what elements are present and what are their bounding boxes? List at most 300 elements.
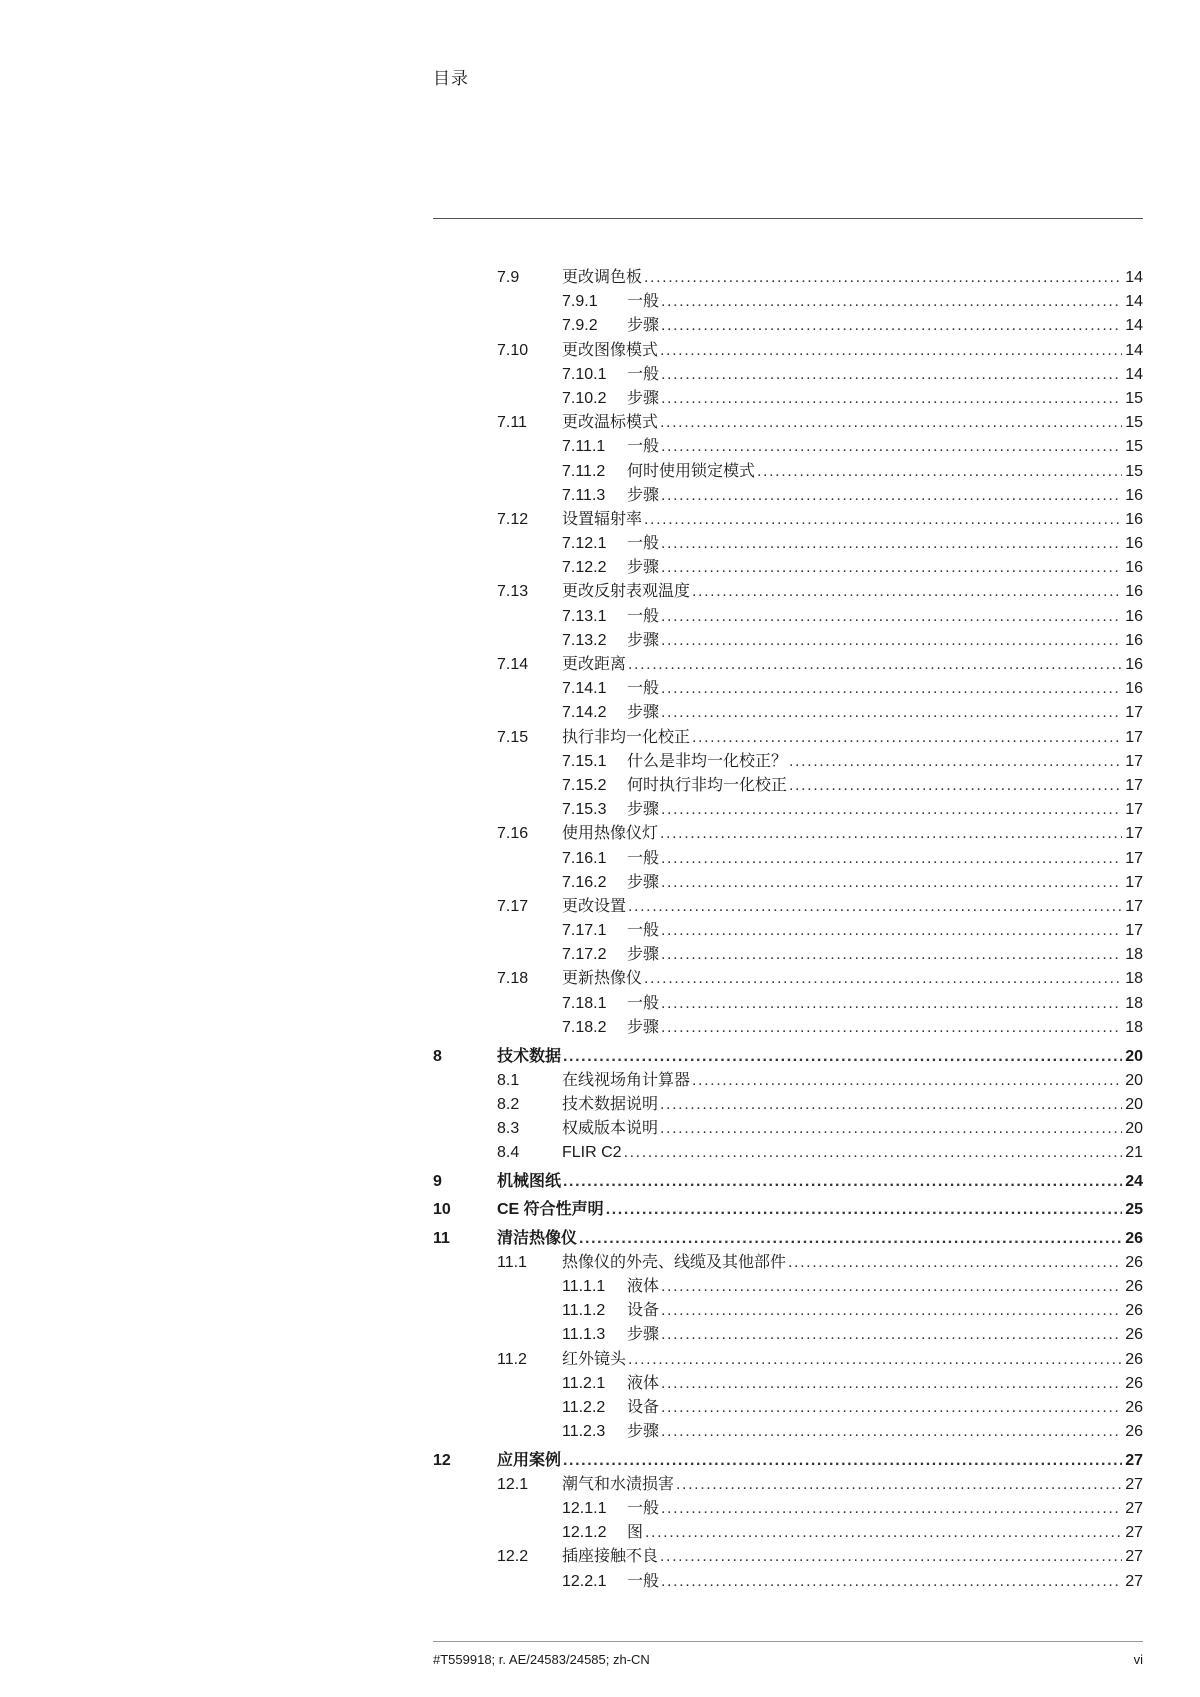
toc-entry-number: 11.2.1 — [562, 1374, 606, 1392]
toc-entry-page: 17 — [1125, 728, 1143, 746]
toc-entry-number: 7.10.1 — [562, 365, 607, 383]
toc-entry-line — [627, 605, 1143, 629]
toc-dot-leader — [661, 629, 1122, 653]
toc-entry-level-1[interactable] — [433, 1045, 1143, 1069]
toc-entry-line — [627, 1570, 1143, 1594]
toc-entry-page: 27 — [1125, 1572, 1143, 1590]
toc-entry-title: 机械图纸 — [497, 1172, 562, 1190]
toc-dot-leader — [661, 1497, 1122, 1521]
toc-entry-number: 7.16.1 — [562, 849, 607, 867]
toc-entry-line — [627, 1396, 1143, 1420]
toc-entry-number: 7.11.2 — [562, 462, 606, 480]
toc-entry-level-3[interactable] — [433, 1275, 1143, 1299]
toc-entry-level-3[interactable] — [433, 1323, 1143, 1347]
toc-entry-number: 11.2.2 — [562, 1398, 606, 1416]
toc-dot-leader — [788, 1251, 1122, 1275]
toc-entry-level-3[interactable] — [433, 774, 1143, 798]
toc-entry-line — [627, 460, 1143, 484]
toc-entry-level-2[interactable] — [433, 822, 1143, 846]
toc-entry-title: 使用热像仪灯 — [562, 825, 659, 843]
toc-entry-level-3[interactable] — [433, 532, 1143, 556]
toc-entry-page: 18 — [1125, 970, 1143, 988]
toc-entry-page: 26 — [1125, 1229, 1143, 1247]
toc-entry-line — [627, 314, 1143, 338]
toc-entry-level-3[interactable] — [433, 847, 1143, 871]
toc-entry-number: 7.9.2 — [562, 317, 598, 335]
toc-entry-number: 7.12.2 — [562, 559, 607, 577]
toc-entry-line — [627, 750, 1143, 774]
toc-dot-leader — [628, 1348, 1122, 1372]
toc-entry-line — [562, 411, 1143, 435]
toc-entry-page: 15 — [1125, 414, 1143, 432]
toc-dot-leader — [624, 1141, 1123, 1165]
toc-entry-level-3[interactable] — [433, 992, 1143, 1016]
toc-entry-line — [562, 508, 1143, 532]
toc-entry-page: 27 — [1125, 1499, 1143, 1517]
toc-entry-number: 7.17.2 — [562, 946, 607, 964]
toc-entry-level-3[interactable] — [433, 750, 1143, 774]
toc-entry-level-3[interactable] — [433, 460, 1143, 484]
toc-entry-page: 26 — [1125, 1350, 1143, 1368]
toc-entry-line — [627, 1299, 1143, 1323]
toc-dot-leader — [661, 943, 1122, 967]
toc-entry-line — [627, 363, 1143, 387]
toc-dot-leader — [692, 726, 1122, 750]
toc-entry-line — [627, 1521, 1143, 1545]
toc-entry-level-3[interactable] — [433, 1570, 1143, 1594]
toc-entry-level-2[interactable] — [433, 653, 1143, 677]
toc-entry-line — [497, 1449, 1143, 1473]
toc-entry-number: 8 — [433, 1047, 442, 1065]
toc-entry-number: 11.2 — [497, 1350, 527, 1368]
toc-entry-level-3[interactable] — [433, 556, 1143, 580]
toc-entry-level-3[interactable] — [433, 435, 1143, 459]
toc-entry-level-3[interactable] — [433, 798, 1143, 822]
toc-entry-level-2[interactable] — [433, 726, 1143, 750]
toc-entry-level-2[interactable] — [433, 1117, 1143, 1141]
toc-dot-leader — [661, 556, 1122, 580]
toc-entry-title: 液体 — [627, 1277, 660, 1295]
toc-dot-leader — [661, 387, 1122, 411]
toc-entry-title: 设备 — [627, 1302, 660, 1320]
toc-entry-number: 7.17.1 — [562, 922, 607, 940]
toc-entry-title: 更改设置 — [562, 897, 627, 915]
toc-entry-page: 27 — [1125, 1475, 1143, 1493]
toc-entry-number: 7.14 — [497, 656, 529, 673]
toc-dot-leader — [661, 1275, 1122, 1299]
toc-entry-level-3[interactable] — [433, 943, 1143, 967]
toc-entry-number: 12 — [433, 1451, 451, 1469]
toc-entry-title: 步骤 — [627, 1018, 660, 1036]
toc-entry-level-3[interactable] — [433, 314, 1143, 338]
toc-dot-leader — [661, 484, 1122, 508]
toc-entry-line — [627, 774, 1143, 798]
toc-entry-line — [562, 1069, 1143, 1093]
toc-entry-line — [562, 1545, 1143, 1569]
toc-entry-title: 步骤 — [627, 1326, 660, 1344]
toc-entry-page: 16 — [1125, 559, 1143, 577]
toc-entry-number: 12.1.2 — [562, 1524, 607, 1542]
toc-entry-number: 7.9 — [497, 269, 520, 286]
toc-entry-title: 图 — [627, 1524, 644, 1542]
toc-entry-number: 11.1.1 — [562, 1277, 606, 1295]
toc-entry-title: 一般 — [627, 1572, 660, 1590]
toc-entry-level-2[interactable] — [433, 1069, 1143, 1093]
toc-dot-leader — [563, 1449, 1122, 1473]
toc-entry-page: 17 — [1125, 752, 1143, 770]
toc-entry-line — [627, 290, 1143, 314]
toc-entry-page: 20 — [1125, 1095, 1143, 1113]
toc-entry-line — [627, 1016, 1143, 1040]
toc-dot-leader — [660, 822, 1122, 846]
toc-entry-line — [627, 701, 1143, 725]
toc-entry-level-3[interactable] — [433, 290, 1143, 314]
toc-entry-page: 17 — [1125, 897, 1143, 915]
toc-entry-number: 7.18 — [497, 970, 529, 988]
toc-entry-line — [627, 387, 1143, 411]
toc-entry-level-2[interactable] — [433, 508, 1143, 532]
toc-entry-page: 16 — [1125, 607, 1143, 625]
toc-entry-title: 步骤 — [627, 873, 660, 891]
toc-entry-line — [627, 943, 1143, 967]
toc-entry-line — [562, 822, 1143, 846]
toc-entry-page: 27 — [1125, 1451, 1143, 1469]
toc-entry-title: 设置辐射率 — [562, 510, 643, 528]
toc-entry-line — [627, 1497, 1143, 1521]
toc-entry-title: 一般 — [627, 1499, 660, 1517]
toc-entry-page: 17 — [1125, 825, 1143, 843]
toc-dot-leader — [660, 1093, 1122, 1117]
toc-entry-page: 14 — [1125, 293, 1143, 311]
toc-entry-page: 14 — [1125, 269, 1143, 286]
toc-entry-page: 25 — [1125, 1201, 1143, 1219]
toc-entry-title: 一般 — [627, 922, 660, 940]
toc-entry-level-3[interactable] — [433, 387, 1143, 411]
toc-entry-level-2[interactable] — [433, 895, 1143, 919]
toc-entry-level-2[interactable] — [433, 967, 1143, 991]
toc-dot-leader — [661, 1299, 1122, 1323]
footer-page-number: vi — [1133, 1652, 1143, 1667]
toc-dot-leader — [661, 290, 1122, 314]
toc-entry-page: 27 — [1125, 1548, 1143, 1566]
toc-entry-title: 步骤 — [627, 1423, 660, 1441]
toc-entry-page: 16 — [1125, 656, 1143, 673]
toc-dot-leader — [660, 1117, 1122, 1141]
toc-entry-level-1[interactable] — [433, 1449, 1143, 1473]
toc-entry-page: 16 — [1125, 583, 1143, 601]
toc-dot-leader — [644, 967, 1122, 991]
toc-entry-line — [497, 1045, 1143, 1069]
toc-dot-leader — [661, 1016, 1122, 1040]
footer-document-reference: #T559918; r. AE/24583/24585; zh-CN — [433, 1652, 650, 1667]
toc-entry-title: 步骤 — [627, 801, 660, 819]
toc-entry-line — [627, 435, 1143, 459]
toc-entry-page: 20 — [1125, 1071, 1143, 1089]
toc-entry-number: 10 — [433, 1201, 451, 1219]
page-header-title: 目录 — [433, 69, 469, 88]
toc-dot-leader — [661, 798, 1122, 822]
toc-entry-line — [562, 1141, 1143, 1165]
toc-dot-leader — [644, 508, 1122, 532]
toc-entry-line — [497, 1227, 1143, 1251]
toc-entry-page: 21 — [1125, 1144, 1143, 1162]
toc-entry-page: 20 — [1125, 1119, 1143, 1137]
toc-entry-title: 步骤 — [627, 559, 660, 577]
toc-entry-number: 7.15.1 — [562, 752, 607, 770]
toc-entry-page: 18 — [1125, 994, 1143, 1012]
toc-entry-number: 7.11.1 — [562, 438, 606, 456]
toc-entry-title: 应用案例 — [497, 1451, 562, 1469]
toc-entry-page: 16 — [1125, 535, 1143, 553]
toc-dot-leader — [645, 1521, 1122, 1545]
toc-entry-line — [562, 580, 1143, 604]
toc-entry-title: 步骤 — [627, 631, 660, 649]
toc-entry-page: 17 — [1125, 873, 1143, 891]
toc-entry-level-3[interactable] — [433, 605, 1143, 629]
toc-entry-page: 26 — [1125, 1398, 1143, 1416]
toc-entry-title: 更改距离 — [562, 656, 627, 673]
toc-entry-level-3[interactable] — [433, 1299, 1143, 1323]
toc-entry-number: 7.11 — [497, 414, 527, 432]
toc-entry-number: 7.10 — [497, 341, 529, 359]
toc-entry-number: 8.4 — [497, 1144, 520, 1162]
toc-dot-leader — [661, 701, 1122, 725]
toc-dot-leader — [661, 605, 1122, 629]
toc-entry-title: 液体 — [627, 1374, 660, 1392]
toc-entry-number: 7.11.3 — [562, 486, 606, 504]
toc-entry-level-1[interactable] — [433, 1170, 1143, 1194]
toc-entry-number: 11.1 — [497, 1253, 527, 1271]
toc-entry-level-2[interactable] — [433, 411, 1143, 435]
toc-entry-line — [627, 798, 1143, 822]
toc-entry-line — [627, 556, 1143, 580]
toc-entry-line — [627, 847, 1143, 871]
toc-entry-line — [562, 895, 1143, 919]
toc-entry-level-2[interactable] — [433, 1348, 1143, 1372]
toc-entry-line — [497, 1198, 1143, 1222]
toc-entry-level-3[interactable] — [433, 1420, 1143, 1444]
toc-dot-leader — [692, 1069, 1122, 1093]
toc-entry-page: 15 — [1125, 438, 1143, 456]
toc-entry-title: 步骤 — [627, 704, 660, 722]
toc-entry-title: 步骤 — [627, 946, 660, 964]
toc-entry-number: 7.18.1 — [562, 994, 607, 1012]
toc-dot-leader — [661, 677, 1122, 701]
toc-dot-leader — [628, 895, 1122, 919]
toc-entry-page: 26 — [1125, 1253, 1143, 1271]
toc-entry-title: 一般 — [627, 994, 660, 1012]
toc-entry-level-3[interactable] — [433, 363, 1143, 387]
toc-entry-title: 热像仪的外壳、线缆及其他部件 — [562, 1253, 787, 1271]
toc-entry-number: 8.2 — [497, 1095, 520, 1113]
toc-entry-page: 26 — [1125, 1423, 1143, 1441]
toc-entry-title: 更改图像模式 — [562, 341, 659, 359]
toc-entry-title: 更改调色板 — [562, 269, 643, 286]
toc-entry-title: 一般 — [627, 680, 660, 698]
footer-divider — [433, 1641, 1143, 1642]
toc-entry-title: 何时使用锁定模式 — [627, 462, 756, 480]
toc-entry-number: 12.2.1 — [562, 1572, 607, 1590]
toc-entry-page: 16 — [1125, 680, 1143, 698]
toc-dot-leader — [789, 774, 1122, 798]
toc-dot-leader — [661, 871, 1122, 895]
toc-dot-leader — [644, 266, 1122, 290]
toc-entry-line — [627, 484, 1143, 508]
toc-entry-level-3[interactable] — [433, 871, 1143, 895]
toc-entry-title: 在线视场角计算器 — [562, 1071, 691, 1089]
toc-entry-title: 一般 — [627, 365, 660, 383]
toc-entry-level-1[interactable] — [433, 1198, 1143, 1222]
toc-entry-title: 红外镜头 — [562, 1350, 627, 1368]
toc-entry-level-1[interactable] — [433, 1227, 1143, 1251]
toc-entry-line — [562, 1093, 1143, 1117]
toc-entry-line — [497, 1170, 1143, 1194]
toc-entry-line — [627, 992, 1143, 1016]
toc-entry-level-2[interactable] — [433, 266, 1143, 290]
toc-entry-title: 何时执行非均一化校正 — [627, 776, 788, 794]
toc-entry-page: 26 — [1125, 1326, 1143, 1344]
toc-entry-page: 16 — [1125, 510, 1143, 528]
toc-entry-page: 16 — [1125, 631, 1143, 649]
toc-dot-leader — [692, 580, 1122, 604]
toc-entry-number: 7.15.3 — [562, 801, 607, 819]
toc-entry-level-2[interactable] — [433, 1141, 1143, 1165]
toc-entry-number: 11.2.3 — [562, 1423, 606, 1441]
toc-entry-title: 一般 — [627, 293, 660, 311]
toc-entry-number: 12.1.1 — [562, 1499, 607, 1517]
toc-entry-level-2[interactable] — [433, 1473, 1143, 1497]
toc-entry-page: 26 — [1125, 1374, 1143, 1392]
toc-entry-title: 一般 — [627, 535, 660, 553]
toc-entry-level-3[interactable] — [433, 1521, 1143, 1545]
toc-entry-title: CE 符合性声明 — [497, 1201, 604, 1219]
toc-entry-title: FLIR C2 — [562, 1144, 622, 1162]
toc-entry-line — [627, 1323, 1143, 1347]
toc-entry-title: 更改温标模式 — [562, 414, 659, 432]
toc-dot-leader — [660, 1545, 1122, 1569]
toc-entry-title: 设备 — [627, 1398, 660, 1416]
toc-dot-leader — [660, 411, 1122, 435]
toc-entry-level-3[interactable] — [433, 701, 1143, 725]
toc-entry-number: 7.17 — [497, 897, 529, 915]
toc-entry-page: 14 — [1125, 365, 1143, 383]
toc-entry-page: 26 — [1125, 1277, 1143, 1295]
toc-entry-page: 26 — [1125, 1302, 1143, 1320]
toc-entry-number: 7.10.2 — [562, 389, 607, 407]
toc-entry-page: 17 — [1125, 704, 1143, 722]
toc-entry-title: 更改反射表观温度 — [562, 583, 691, 601]
toc-entry-title: 一般 — [627, 607, 660, 625]
toc-entry-title: 什么是非均一化校正？ — [627, 752, 788, 770]
toc-entry-number: 8.3 — [497, 1119, 520, 1137]
toc-dot-leader — [579, 1227, 1122, 1251]
toc-entry-level-2[interactable] — [433, 580, 1143, 604]
toc-entry-level-3[interactable] — [433, 1396, 1143, 1420]
toc-entry-title: 执行非均一化校正 — [562, 728, 691, 746]
toc-entry-page: 16 — [1125, 486, 1143, 504]
toc-entry-level-3[interactable] — [433, 677, 1143, 701]
toc-entry-page: 17 — [1125, 776, 1143, 794]
toc-entry-level-2[interactable] — [433, 339, 1143, 363]
toc-entry-line — [627, 919, 1143, 943]
toc-entry-line — [562, 1348, 1143, 1372]
toc-dot-leader — [661, 314, 1122, 338]
toc-entry-page: 17 — [1125, 849, 1143, 867]
toc-entry-line — [562, 1251, 1143, 1275]
toc-entry-number: 12.1 — [497, 1475, 529, 1493]
toc-entry-page: 15 — [1125, 462, 1143, 480]
toc-entry-number: 11 — [433, 1229, 450, 1247]
toc-entry-title: 技术数据 — [497, 1047, 562, 1065]
toc-entry-page: 17 — [1125, 922, 1143, 940]
toc-dot-leader — [660, 339, 1122, 363]
toc-entry-number: 7.12.1 — [562, 535, 607, 553]
toc-entry-level-3[interactable] — [433, 1497, 1143, 1521]
toc-entry-number: 7.14.2 — [562, 704, 607, 722]
toc-entry-number: 7.12 — [497, 510, 529, 528]
toc-dot-leader — [661, 363, 1122, 387]
toc-dot-leader — [661, 1372, 1122, 1396]
toc-dot-leader — [661, 992, 1122, 1016]
toc-dot-leader — [563, 1170, 1122, 1194]
toc-entry-title: 插座接触不良 — [562, 1548, 659, 1566]
toc-entry-number: 12.2 — [497, 1548, 529, 1566]
toc-dot-leader — [661, 532, 1122, 556]
toc-entry-level-3[interactable] — [433, 629, 1143, 653]
toc-entry-level-2[interactable] — [433, 1251, 1143, 1275]
toc-entry-line — [627, 532, 1143, 556]
toc-entry-level-3[interactable] — [433, 1016, 1143, 1040]
toc-entry-number: 11.1.2 — [562, 1302, 606, 1320]
toc-entry-page: 14 — [1125, 317, 1143, 335]
toc-dot-leader — [757, 460, 1122, 484]
toc-entry-page: 18 — [1125, 946, 1143, 964]
toc-entry-level-2[interactable] — [433, 1093, 1143, 1117]
toc-entry-number: 7.15.2 — [562, 776, 607, 794]
toc-entry-number: 7.15 — [497, 728, 529, 746]
toc-dot-leader — [661, 1420, 1122, 1444]
toc-entry-page: 20 — [1125, 1047, 1143, 1065]
toc-dot-leader — [661, 1323, 1122, 1347]
toc-dot-leader — [661, 435, 1122, 459]
toc-dot-leader — [563, 1045, 1122, 1069]
toc-entry-level-3[interactable] — [433, 1372, 1143, 1396]
toc-entry-line — [627, 677, 1143, 701]
toc-entry-line — [627, 871, 1143, 895]
toc-dot-leader — [628, 653, 1122, 677]
toc-entry-level-2[interactable] — [433, 1545, 1143, 1569]
toc-entry-title: 更新热像仪 — [562, 970, 643, 988]
toc-entry-number: 9 — [433, 1172, 442, 1190]
toc-entry-title: 技术数据说明 — [562, 1095, 659, 1113]
toc-dot-leader — [661, 919, 1122, 943]
toc-entry-page: 27 — [1125, 1524, 1143, 1542]
toc-dot-leader — [789, 750, 1122, 774]
toc-entry-title: 一般 — [627, 438, 660, 456]
toc-entry-number: 7.14.1 — [562, 680, 607, 698]
toc-entry-level-3[interactable] — [433, 919, 1143, 943]
toc-entry-number: 7.9.1 — [562, 293, 598, 311]
toc-entry-line — [562, 1117, 1143, 1141]
toc-entry-level-3[interactable] — [433, 484, 1143, 508]
toc-entry-page: 15 — [1125, 389, 1143, 407]
toc-entry-line — [562, 726, 1143, 750]
toc-entry-line — [562, 266, 1143, 290]
toc-entry-number: 11.1.3 — [562, 1326, 606, 1344]
header-divider — [433, 218, 1143, 219]
toc-dot-leader — [676, 1473, 1122, 1497]
toc-entry-title: 权威版本说明 — [562, 1119, 659, 1137]
